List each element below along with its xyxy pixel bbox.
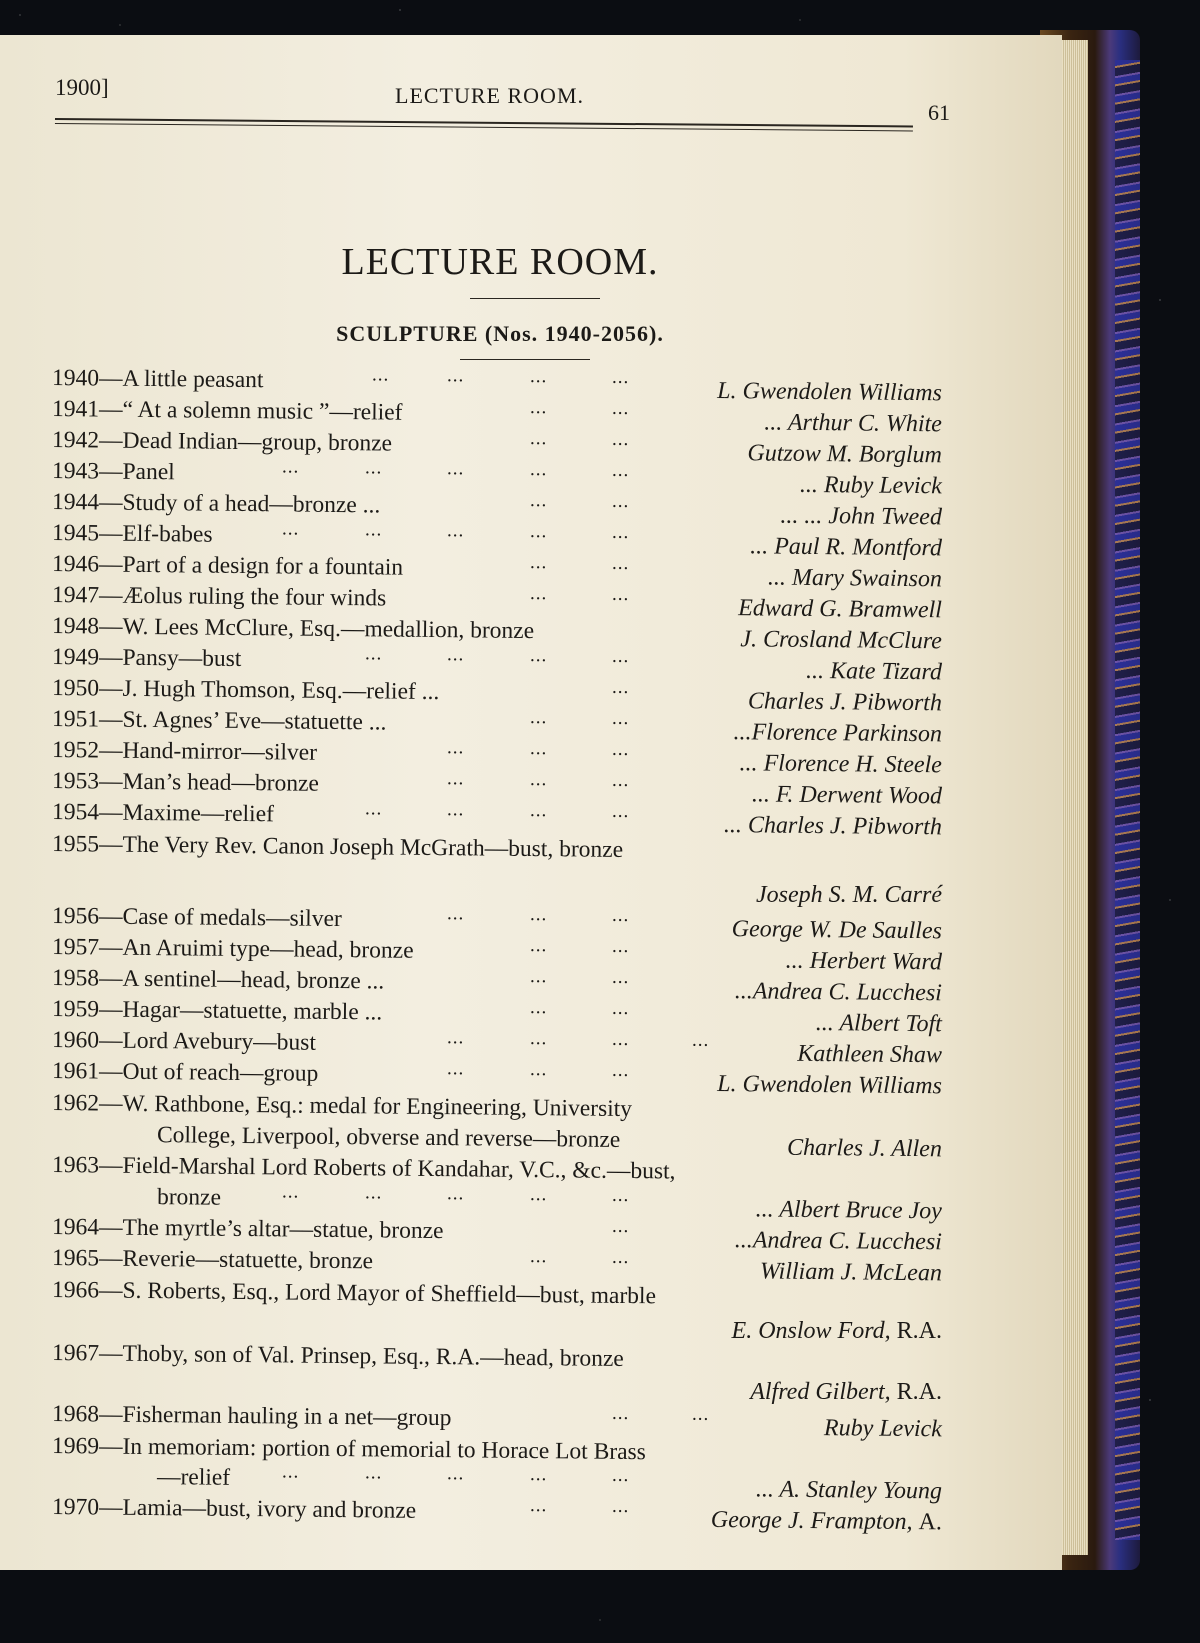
list-item: 1970—Lamia—bust, ivory and bronze ... ... George J. Frampton, A. [51, 1494, 943, 1536]
list-item: 1942—Dead Indian—group, bronze ... ... Gutzow M. Borglum [51, 427, 943, 469]
list-item: 1946—Part of a design for a fountain ... ... ... Mary Swainson [51, 551, 943, 593]
list-item: 1965—Reverie—statuette, bronze ... ... William J. McLean [51, 1245, 943, 1287]
list-item-artist: E. Onslow Ford, R.A. [731, 1318, 942, 1344]
list-item: 1955—The Very Rev. Canon Joseph McGrath—bust, bronze [51, 831, 624, 863]
list-item: 1957—An Aruimi type—head, bronze ... ... ... Herbert Ward [51, 934, 943, 976]
list-item: 1961—Out of reach—group ... ... ... L. Gwendolen Williams [51, 1058, 943, 1100]
list-item: 1959—Hagar—statuette, marble ... ... ... ... Albert Toft [51, 996, 943, 1038]
marbled-edge [1115, 60, 1140, 1540]
section-subtitle: SCULPTURE (Nos. 1940-2056). [336, 321, 664, 346]
page-edges [1058, 40, 1088, 1555]
list-item: 1947—Æolus ruling the four winds ... ... Edward G. Bramwell [51, 582, 943, 624]
list-item: 1953—Man’s head—bronze ... ... ... ... F. Derwent Wood [51, 768, 943, 810]
list-item: 1960—Lord Avebury—bust ... ... ... ... Kathleen Shaw [51, 1027, 943, 1069]
list-item: 1952—Hand-mirror—silver ... ... ... ... Florence H. Steele [51, 737, 943, 779]
list-item: 1969—In memoriam: portion of memorial to Horace Lot Brass [51, 1433, 647, 1466]
list-item: 1944—Study of a head—bronze ... ... ... ... ... John Tweed [51, 489, 943, 531]
list-item: 1958—A sentinel—head, bronze ... ... ... ...Andrea C. Lucchesi [51, 965, 943, 1007]
page-title: LECTURE ROOM. [341, 241, 659, 283]
list-item-continuation: —relief ... ... ... ... ... ... A. Stanley Young [156, 1461, 943, 1505]
list-item-continuation: bronze ... ... ... ... ... ... Albert Bruce Joy [156, 1181, 943, 1225]
list-item: 1967—Thoby, son of Val. Prinsep, Esq., R.A.—head, bronze [51, 1340, 624, 1372]
running-head-year: 1900] [55, 75, 109, 100]
list-item: 1943—Panel ... ... ... ... ... ... Ruby Levick [51, 456, 943, 500]
list-item: 1940—A little peasant ... ... ... ... L. Gwendolen Williams [51, 364, 943, 407]
list-item-artist: Alfred Gilbert, R.A. [750, 1379, 942, 1405]
sculpture-list [0, 35, 1062, 1570]
list-item: 1941—“ At a solemn music ”—relief ... ... ... Arthur C. White [51, 396, 943, 438]
list-item: 1951—St. Agnes’ Eve—statuette ... ... ... ...Florence Parkinson [51, 706, 943, 748]
page-number: 61 [928, 100, 950, 125]
list-item: 1949—Pansy—bust ... ... ... ... ... Kate Tizard [51, 643, 943, 686]
book-page [0, 35, 1062, 1570]
list-item: 1966—S. Roberts, Esq., Lord Mayor of Sheffield—bust, marble [51, 1277, 657, 1310]
running-head-section: LECTURE ROOM. [395, 83, 584, 108]
list-item: 1950—J. Hugh Thomson, Esq.—relief ... ... Charles J. Pibworth [51, 675, 943, 717]
list-item: 1962—W. Rathbone, Esq.: medal for Engineering, University [51, 1090, 633, 1123]
list-item-continuation: College, Liverpool, obverse and reverse—bronze Charles J. Allen [156, 1122, 943, 1163]
list-item: 1945—Elf-babes ... ... ... ... ... ... Paul R. Montford [51, 518, 943, 562]
list-item: 1963—Field-Marshal Lord Roberts of Kandahar, V.C., &c.—bust, [51, 1152, 676, 1185]
list-item-artist: Joseph S. M. Carré [756, 882, 942, 908]
list-item: 1964—The myrtle’s altar—statue, bronze ... ...Andrea C. Lucchesi [51, 1214, 943, 1256]
list-item: 1956—Case of medals—silver ... ... ... George W. De Saulles [51, 903, 943, 945]
list-item: 1968—Fisherman hauling in a net—group ... ... Ruby Levick [51, 1401, 943, 1443]
list-item: 1954—Maxime—relief ... ... ... ... ... Charles J. Pibworth [51, 798, 943, 841]
list-item: 1948—W. Lees McClure, Esq.—medallion, bronze J. Crosland McClure [51, 613, 943, 655]
